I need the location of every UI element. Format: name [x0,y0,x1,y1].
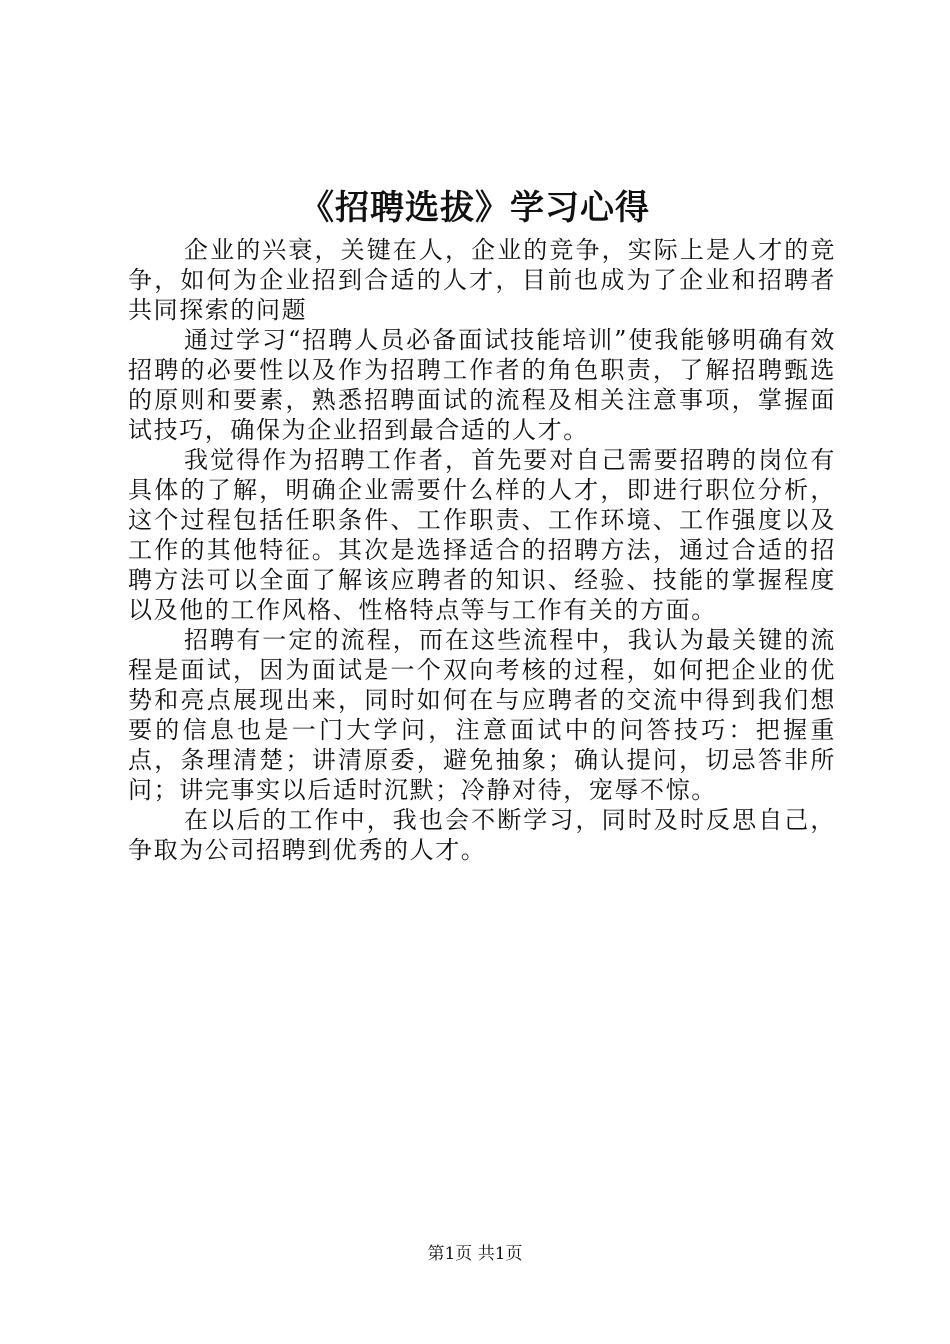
paragraph-4: 招聘有一定的流程，而在这些流程中，我认为最关键的流程是面试，因为面试是一个双向考核的过程，如何把企业的优势和亮点展现出来，同时如何在与应聘者的交流中得到我们想要的信息也是一门大学问，注意面试中的问答技巧：把握重点，条理清楚；讲清原委，避免抽象；确认提问，切忌答非所问；讲完事实以后适时沉默；冷静对待，宠辱不惊。 [128,626,836,804]
paragraph-3: 我觉得作为招聘工作者，首先要对自己需要招聘的岗位有具体的了解，明确企业需要什么样的人才，即进行职位分析，这个过程包括任职条件、工作职责、工作环境、工作强度以及工作的其他特征。其次是选择适合的招聘方法，通过合适的招聘方法可以全面了解该应聘者的知识、经验、技能的掌握程度以及他的工作风格、性格特点等与工作有关的方面。 [128,446,836,624]
document-title: 《招聘选拔》学习心得 [300,188,650,228]
page-footer: 第1页 共1页 [427,1244,523,1264]
paragraph-1: 企业的兴衰，关键在人，企业的竞争，实际上是人才的竞争，如何为企业招到合适的人才，目前也成为了企业和招聘者共同探索的问题 [128,236,836,324]
paragraph-2: 通过学习“招聘人员必备面试技能培训”使我能够明确有效招聘的必要性以及作为招聘工作者的角色职责，了解招聘甄选的原则和要素，熟悉招聘面试的流程及相关注意事项，掌握面试技巧，确保为企业招到最合适的人才。 [128,326,836,444]
paragraph-5: 在以后的工作中，我也会不断学习，同时及时反思自己，争取为公司招聘到优秀的人才。 [128,806,836,864]
document-body [128,235,836,865]
